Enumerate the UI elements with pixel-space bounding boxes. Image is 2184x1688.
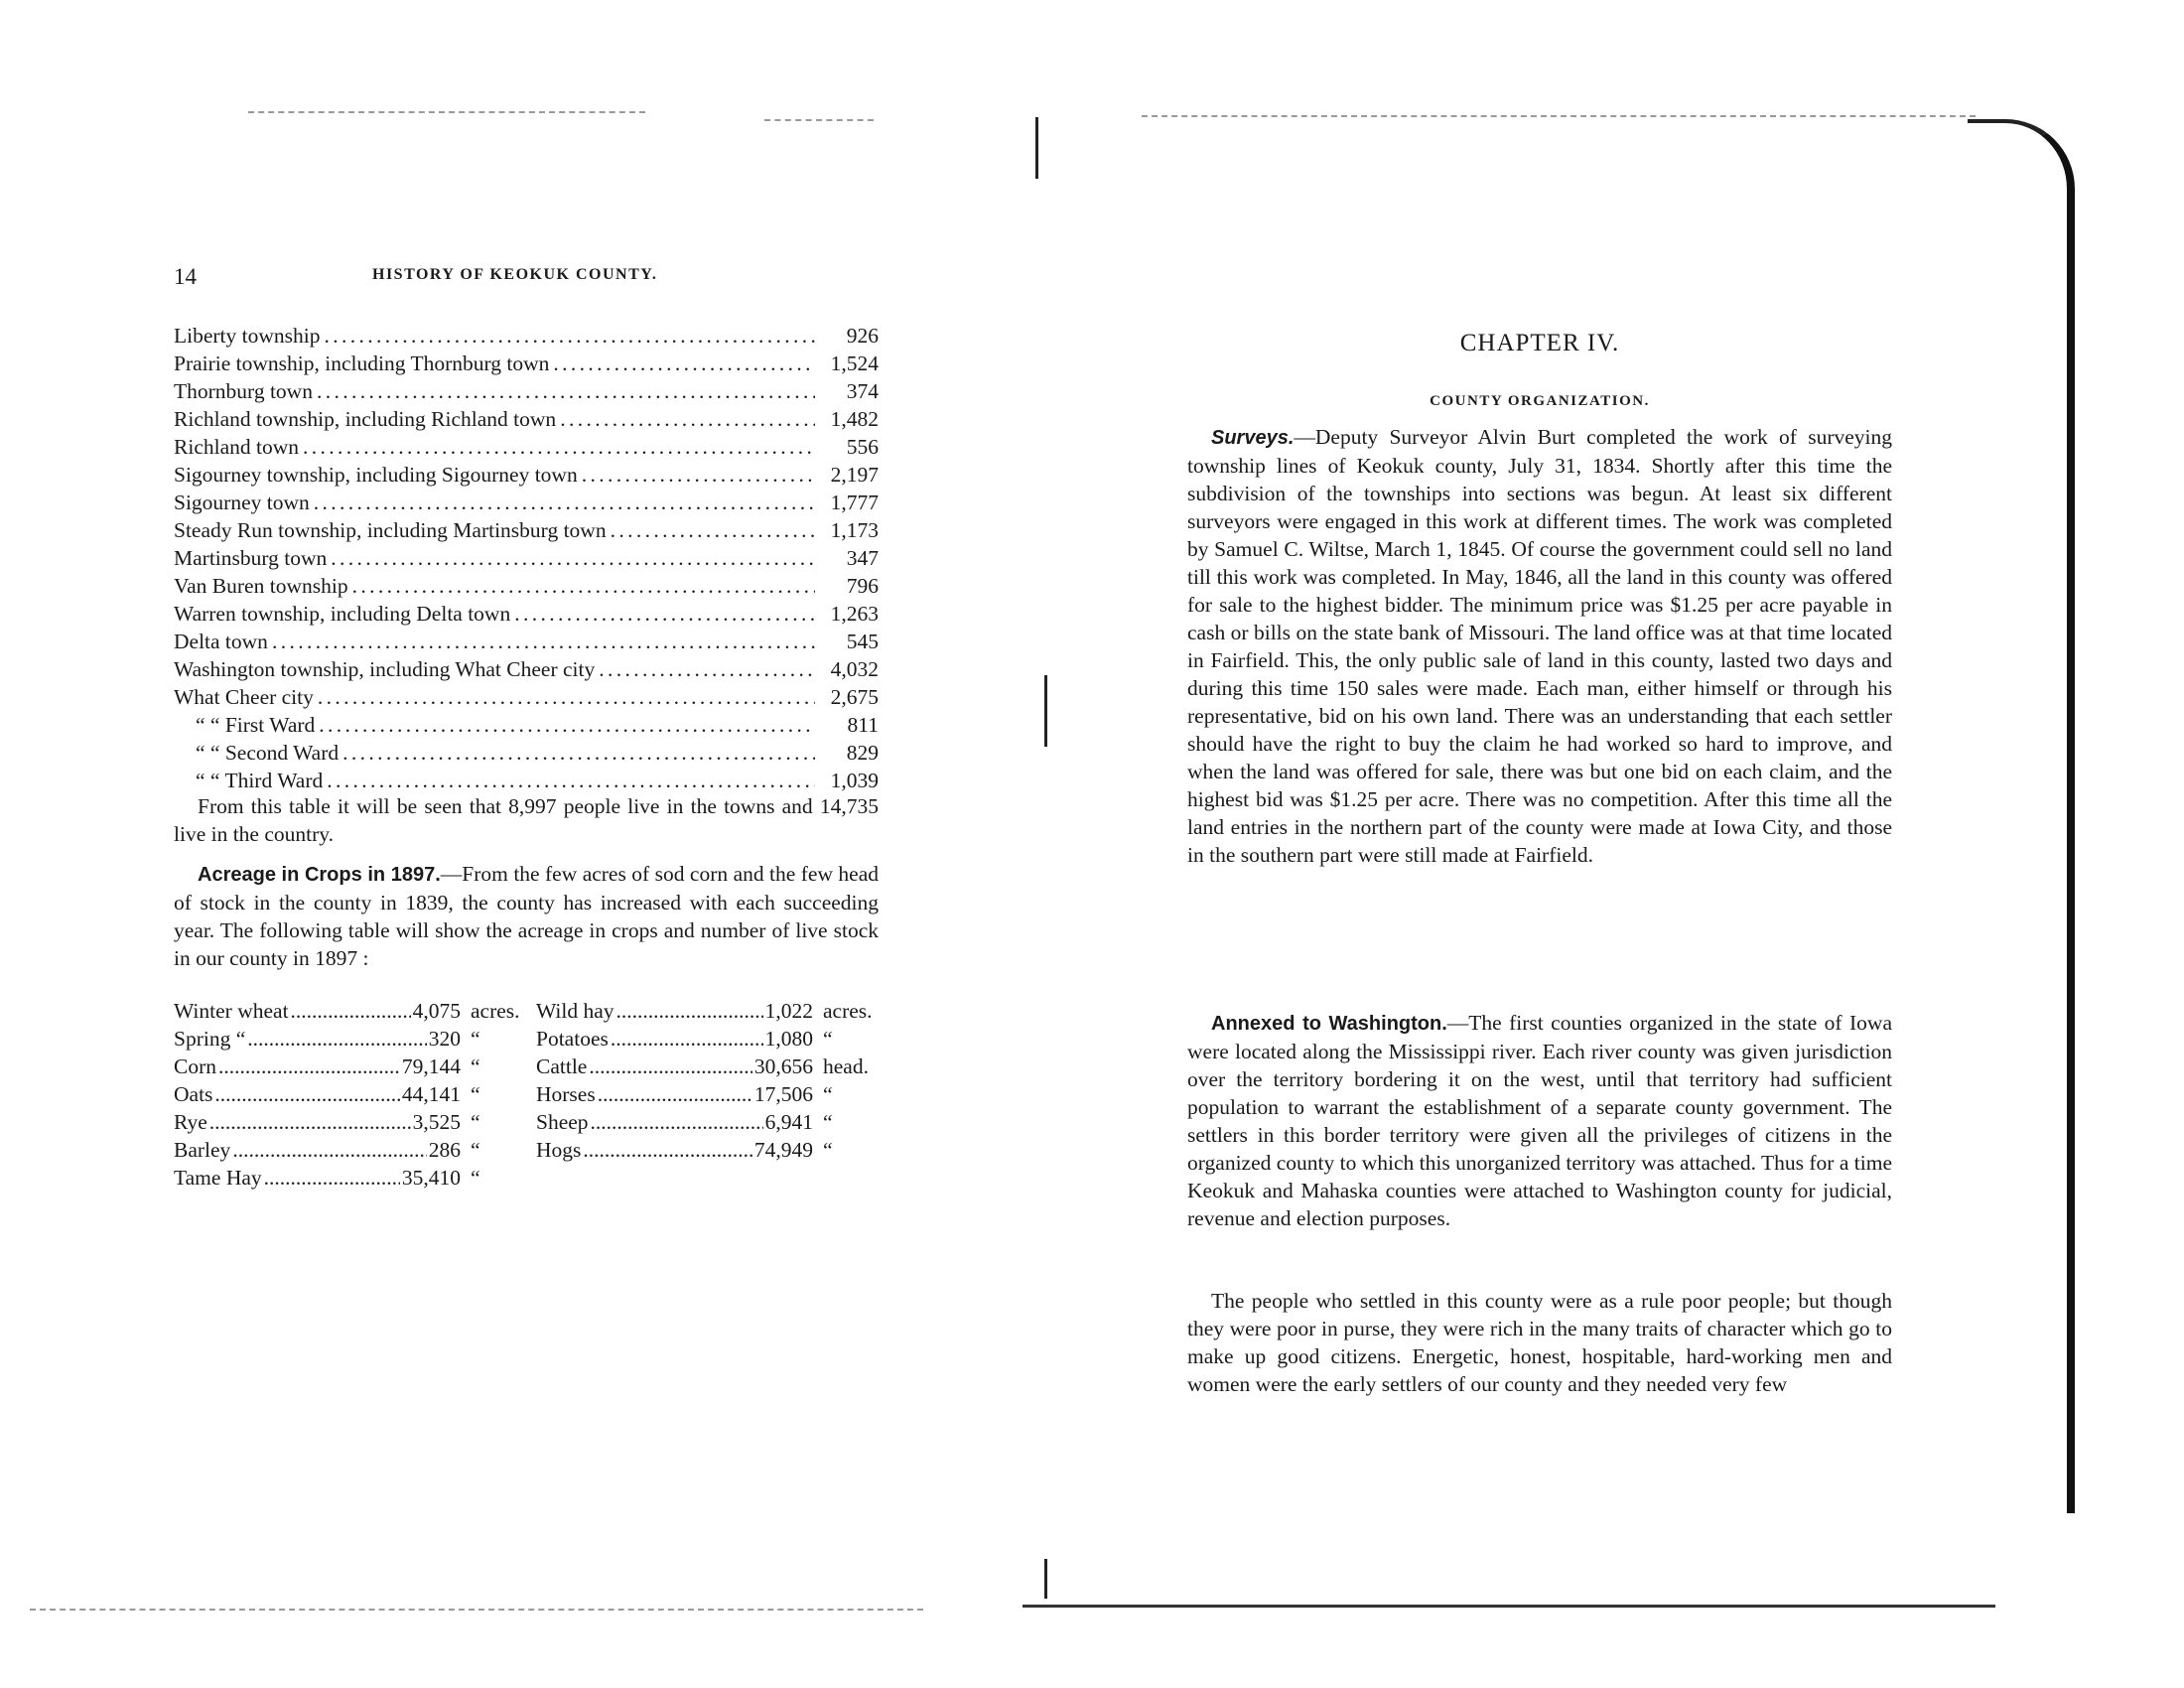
crop-unit: “ xyxy=(471,1027,480,1051)
population-row-label: Delta town xyxy=(174,630,268,653)
population-row-value: 1,777 xyxy=(830,491,879,514)
leader-dots xyxy=(352,572,815,600)
population-row-label: Thornburg town xyxy=(174,379,313,403)
population-row-label: “ “ First Ward xyxy=(196,713,316,737)
population-row xyxy=(174,767,879,794)
crop-unit: “ xyxy=(471,1110,480,1134)
leader-dots xyxy=(589,1053,752,1080)
leader-dots xyxy=(318,683,815,711)
crop-value: 35,410 xyxy=(401,1166,461,1190)
crop-value: 30,656 xyxy=(753,1055,813,1078)
population-row xyxy=(174,377,879,405)
surveys-heading: Surveys. xyxy=(1211,427,1295,449)
population-row xyxy=(174,461,879,489)
leader-dots xyxy=(331,544,815,572)
population-row-value: 829 xyxy=(846,741,879,765)
crop-row xyxy=(174,1108,888,1136)
leader-dots xyxy=(591,1108,763,1136)
population-row xyxy=(174,433,879,461)
crop-row xyxy=(174,1136,888,1164)
population-row-value: 811 xyxy=(847,713,879,737)
crop-unit: “ xyxy=(471,1166,480,1190)
population-row-label: Washington township, including What Cheer city xyxy=(174,657,596,681)
population-row-label: Richland town xyxy=(174,435,299,459)
crop-name: Barley xyxy=(174,1138,231,1162)
population-table xyxy=(174,322,879,794)
crop-name: Potatoes xyxy=(536,1027,609,1051)
population-row xyxy=(174,683,879,711)
population-row xyxy=(174,711,879,739)
crop-value: 4,075 xyxy=(412,999,461,1023)
crop-cell-right xyxy=(536,1164,888,1192)
population-row xyxy=(174,516,879,544)
leader-dots xyxy=(209,1108,411,1136)
crop-value: 44,141 xyxy=(401,1082,461,1106)
population-row-label: Martinsburg town xyxy=(174,546,328,570)
crop-value: 3,525 xyxy=(412,1110,461,1134)
crop-name: Tame Hay xyxy=(174,1166,262,1190)
crop-name: Oats xyxy=(174,1082,213,1106)
leader-dots xyxy=(598,1080,752,1108)
crop-cell-left xyxy=(174,1136,536,1164)
acreage-paragraph xyxy=(174,860,879,972)
leader-dots xyxy=(560,405,815,433)
crop-value: 1,022 xyxy=(764,999,813,1023)
population-row xyxy=(174,544,879,572)
crop-unit: “ xyxy=(823,1110,833,1134)
leader-dots xyxy=(616,997,763,1025)
leader-dots xyxy=(583,1136,751,1164)
crop-value: 6,941 xyxy=(764,1110,813,1134)
population-row-value: 1,524 xyxy=(830,352,879,375)
population-row-label: Sigourney township, including Sigourney town xyxy=(174,463,578,487)
running-head-title: HISTORY OF KEOKUK COUNTY. xyxy=(372,266,658,283)
crop-unit: “ xyxy=(823,1027,833,1051)
crop-row xyxy=(174,1080,888,1108)
population-row xyxy=(174,655,879,683)
crop-name: Corn xyxy=(174,1055,216,1078)
leader-dots xyxy=(232,1136,426,1164)
crop-cell-right xyxy=(536,1136,888,1164)
leader-dots xyxy=(314,489,815,516)
population-row-value: 796 xyxy=(846,574,879,598)
chapter-title: CHAPTER IV. xyxy=(1459,330,1620,356)
population-row-label: “ “ Second Ward xyxy=(196,741,340,765)
population-row-value: 347 xyxy=(846,546,879,570)
crop-name: Horses xyxy=(536,1082,596,1106)
acreage-heading: Acreage in Crops in 1897. xyxy=(198,864,441,886)
crop-cell-right xyxy=(536,1108,888,1136)
population-row-value: 2,675 xyxy=(830,685,879,709)
crop-name: Cattle xyxy=(536,1055,588,1078)
acreage-text: —From the few acres of sod corn and the few head of stock in the county in 1839, the county has increased with each succeeding year. The following table will show the acreage in crops and number of live stock in our county in 1897 : xyxy=(174,862,880,970)
population-row-label: What Cheer city xyxy=(174,685,314,709)
leader-dots xyxy=(247,1025,426,1053)
population-row-label: Steady Run township, including Martinsburg town xyxy=(174,518,607,542)
annexed-paragraph xyxy=(1187,1009,1892,1232)
surveys-text: —Deputy Surveyor Alvin Burt completed the work of surveying township lines of Keokuk county, July 31, 1834. Shortly after this time the subdivision of the townships into sections was begun. At least six different surveyors were engaged in this work at different times. The work was completed by Samuel C. Wiltse, March 1, 1845. Of course the government could sell no land till this work was completed. In May, 1846, all the land in this county was offered for sale to the highest bidder. The minimum price was $1.25 per acre payable in cash or bills on the state bank of Missouri. The land office was at that time located in Fairfield. This, the only public sale of land in this county, lasted two days and during this time 150 sales were made. Each man, either himself or through his representative, bid on his own land. There was an understanding that each settler should have the right to buy the claim he had worked so hard to improve, and when the land was offered for sale, there was but one bid on each claim, and the highest bid was $1.25 per acre. There was no competition. After this time all the land entries in the northern part of the county were made at Iowa City, and those in the southern part were still made at Fairfield. xyxy=(1187,425,1892,867)
leader-dots xyxy=(218,1053,400,1080)
population-row-value: 374 xyxy=(846,379,879,403)
crop-row xyxy=(174,1053,888,1080)
crop-row xyxy=(174,1025,888,1053)
crop-unit: “ xyxy=(823,1138,833,1162)
leader-dots xyxy=(291,997,411,1025)
crop-value: 320 xyxy=(428,1027,461,1051)
leader-dots xyxy=(342,739,815,767)
leader-dots xyxy=(514,600,815,628)
crop-unit: acres. xyxy=(823,999,873,1023)
population-row-value: 556 xyxy=(846,435,879,459)
crop-cell-right xyxy=(536,1080,888,1108)
leader-dots xyxy=(303,433,815,461)
crop-unit: “ xyxy=(471,1055,480,1078)
crop-row xyxy=(174,1164,888,1192)
population-row-value: 926 xyxy=(846,324,879,348)
leader-dots xyxy=(582,461,815,489)
population-row-value: 1,039 xyxy=(830,769,879,792)
population-row xyxy=(174,489,879,516)
crop-cell-right xyxy=(536,1053,888,1080)
crop-cell-right xyxy=(536,997,888,1025)
crop-value: 79,144 xyxy=(401,1055,461,1078)
population-row xyxy=(174,628,879,655)
crop-unit: acres. xyxy=(471,999,520,1023)
population-row xyxy=(174,572,879,600)
crop-cell-left xyxy=(174,1053,536,1080)
crop-value: 286 xyxy=(428,1138,461,1162)
population-row xyxy=(174,405,879,433)
population-row xyxy=(174,322,879,350)
crop-name: Spring “ xyxy=(174,1027,246,1051)
page-number: 14 xyxy=(174,264,197,289)
crop-value: 17,506 xyxy=(753,1082,813,1106)
population-row-value: 1,263 xyxy=(830,602,879,626)
leader-dots xyxy=(325,322,816,350)
leader-dots xyxy=(317,377,815,405)
leader-dots xyxy=(553,350,815,377)
population-row-value: 545 xyxy=(846,630,879,653)
leader-dots xyxy=(599,655,815,683)
crop-name: Wild hay xyxy=(536,999,614,1023)
crop-row xyxy=(174,997,888,1025)
crop-cell-left xyxy=(174,997,536,1025)
crop-unit: head. xyxy=(823,1055,869,1078)
crop-name: Sheep xyxy=(536,1110,589,1134)
crop-value: 1,080 xyxy=(764,1027,813,1051)
leader-dots xyxy=(272,628,815,655)
crop-table xyxy=(174,997,888,1192)
section-title: COUNTY ORGANIZATION. xyxy=(1430,393,1650,409)
crop-unit: “ xyxy=(471,1138,480,1162)
population-row-value: 1,173 xyxy=(830,518,879,542)
population-row xyxy=(174,739,879,767)
leader-dots xyxy=(214,1080,399,1108)
annexed-heading: Annexed to Washington. xyxy=(1211,1013,1447,1035)
crop-name: Rye xyxy=(174,1110,207,1134)
crop-value: 74,949 xyxy=(753,1138,813,1162)
leader-dots xyxy=(264,1164,400,1192)
leader-dots xyxy=(611,516,815,544)
crop-cell-left xyxy=(174,1108,536,1136)
annexed-text: —The first counties organized in the state of Iowa were located along the Mississippi river. Each river county was given jurisdiction over the territory bordering it on the west, until that territory had sufficient population to warrant the establishment of a separate county government. The settlers in this border territory were given all the privileges of citizens in the organized county to which this unorganized territory was attached. Thus for a time Keokuk and Mahaska counties were attached to Washington county for judicial, revenue and election purposes. xyxy=(1187,1011,1892,1230)
population-row-value: 4,032 xyxy=(830,657,879,681)
crop-cell-right xyxy=(536,1025,888,1053)
crop-cell-left xyxy=(174,1164,536,1192)
population-row-label: Prairie township, including Thornburg town xyxy=(174,352,550,375)
population-row-label: Van Buren township xyxy=(174,574,348,598)
leader-dots xyxy=(327,767,815,794)
crop-name: Winter wheat xyxy=(174,999,289,1023)
crop-cell-left xyxy=(174,1025,536,1053)
population-row-value: 2,197 xyxy=(830,463,879,487)
population-row xyxy=(174,350,879,377)
crop-unit: “ xyxy=(823,1082,833,1106)
population-row-label: Sigourney town xyxy=(174,491,310,514)
leader-dots xyxy=(319,711,815,739)
population-row xyxy=(174,600,879,628)
population-row-value: 1,482 xyxy=(830,407,879,431)
crop-name: Hogs xyxy=(536,1138,582,1162)
crop-cell-left xyxy=(174,1080,536,1108)
crop-unit: “ xyxy=(471,1082,480,1106)
surveys-paragraph xyxy=(1187,423,1892,869)
population-row-label: Liberty township xyxy=(174,324,321,348)
leader-dots xyxy=(611,1025,763,1053)
population-row-label: Warren township, including Delta town xyxy=(174,602,511,626)
settlers-paragraph: The people who settled in this county were as a rule poor people; but though they were poor in purse, they were rich in the many traits of character which go to make up good citizens. Energetic, honest, hospitable, hard-working men and women were the early settlers of our county and they needed very few xyxy=(1187,1289,1892,1396)
population-row-label: “ “ Third Ward xyxy=(196,769,324,792)
population-summary: From this table it will be seen that 8,997 people live in the towns and 14,735 live in the country. xyxy=(174,794,879,846)
population-row-label: Richland township, including Richland town xyxy=(174,407,557,431)
